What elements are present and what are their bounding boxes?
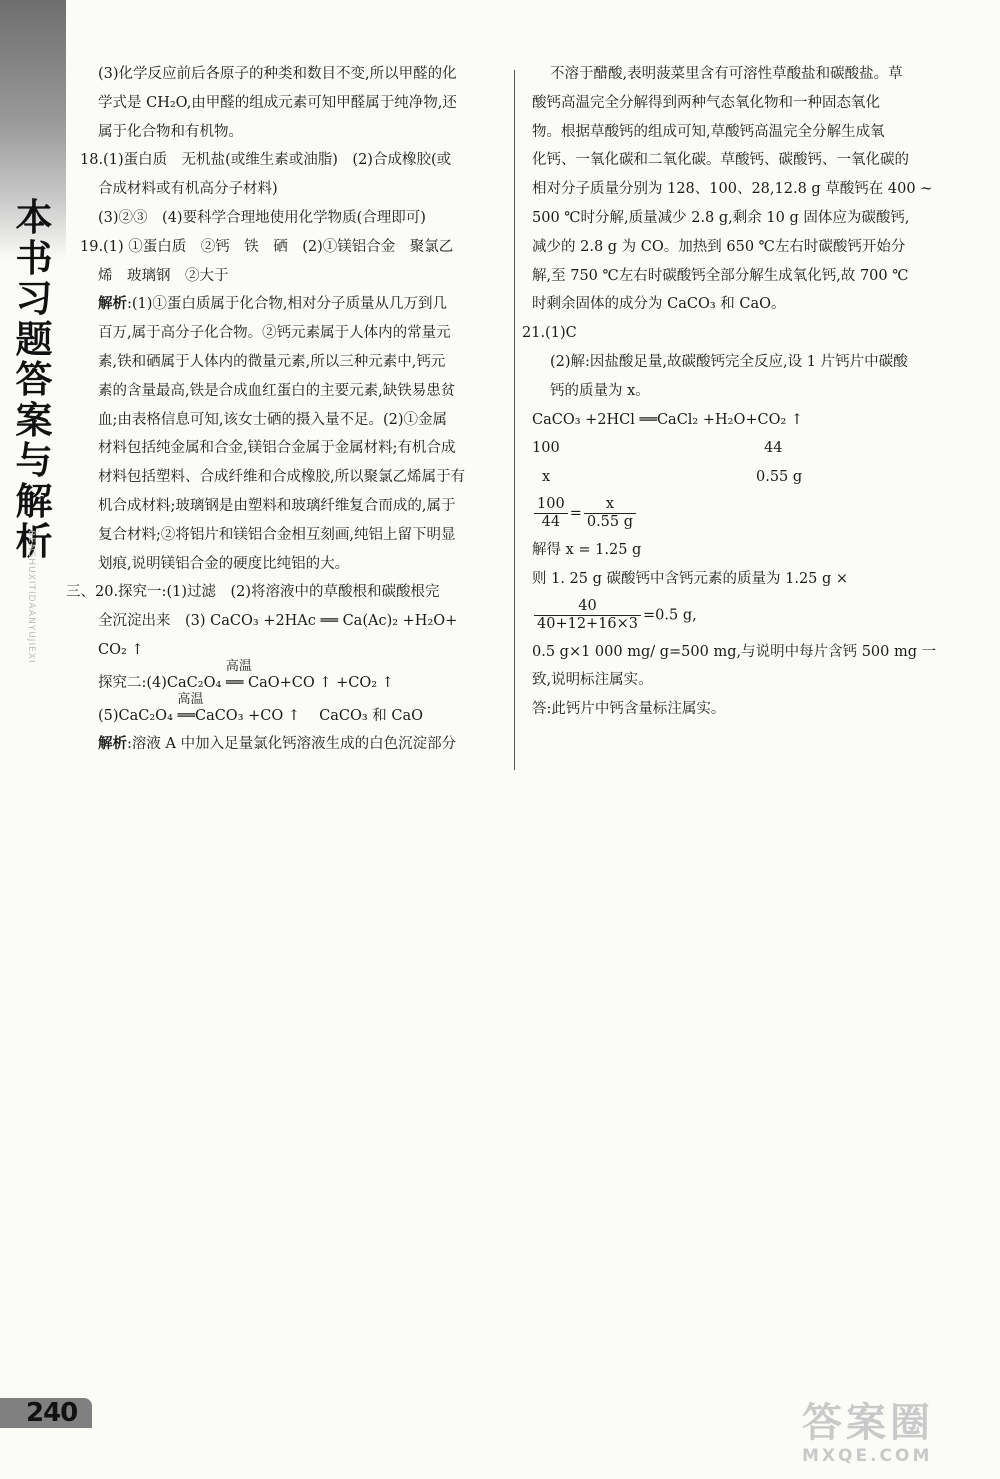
text-line: 解得 x = 1.25 g	[532, 541, 642, 558]
equation-line: 全沉淀出来 (3) CaCO₃ +2HAc ══ Ca(Ac)₂ +H₂O+	[98, 613, 458, 630]
text-line: 不溶于醋酸,表明菠菜里含有可溶性草酸盐和碳酸盐。草	[550, 66, 903, 82]
equals-bar: ══	[225, 674, 244, 691]
right-column	[522, 60, 960, 724]
denominator: 40+12+16×3	[537, 615, 639, 632]
text-line: 材料包括塑料、合成纤维和合成橡胶,所以聚氯乙烯属于有	[98, 469, 466, 486]
text-line: 减少的 2.8 g 为 CO。加热到 650 ℃左右时碳酸钙开始分	[532, 238, 906, 255]
analysis-line	[80, 290, 502, 319]
condition-label: 高温	[177, 691, 204, 707]
text-line: 时剩余固体的成分为 CaCO₃ 和 CaO。	[532, 296, 786, 313]
page-number-tab	[0, 1398, 92, 1428]
equation-line	[80, 658, 502, 698]
equation-products: CaO+CO ↑ +CO₂ ↑	[243, 674, 394, 691]
text-line: 复合材料;②将铝片和镁铝合金相互刻画,纯铝上留下明显	[98, 526, 456, 543]
equation-reactant: (5)CaC₂O₄	[98, 707, 178, 724]
text-line: 烯 玻璃钢 ②大于	[98, 267, 229, 284]
analysis-label: 解析	[98, 735, 127, 753]
text-line: 化钙、一氧化碳和二氧化碳。草酸钙、碳酸钙、一氧化碳的	[532, 152, 909, 169]
text-line: 则 1. 25 g 碳酸钙中含钙元素的质量为 1.25 g ×	[532, 570, 849, 587]
equals-sign: =	[569, 505, 582, 522]
ratio-value: 44	[764, 440, 783, 457]
reaction-condition	[177, 691, 204, 731]
text-line: 血;由表格信息可知,该女士硒的摄入量不足。(2)①金属	[98, 411, 448, 428]
text-line: 素,铁和硒属于人体内的微量元素,所以三种元素中,钙元	[98, 353, 446, 370]
numerator: 40	[534, 598, 641, 616]
proportion	[532, 492, 960, 536]
text-line: 划痕,说明镁铝合金的硬度比纯铝的大。	[98, 555, 350, 572]
text-line: (3)化学反应前后各原子的种类和数目不变,所以甲醛的化	[98, 66, 457, 82]
denominator: 44	[541, 513, 561, 530]
text-line: 0.5 g×1 000 mg/ g=500 mg,与说明中每片含钙 500 mg 一	[532, 643, 937, 660]
reaction-condition	[225, 658, 252, 698]
analysis-label: 解析	[98, 295, 127, 313]
watermark-title: 答案圈	[802, 1400, 934, 1446]
denominator: 0.55 g	[586, 513, 634, 530]
equals-bar: ══	[177, 707, 195, 724]
equation-line	[80, 691, 502, 731]
numerator: 100	[534, 496, 568, 514]
side-subtitle: BENSHUXITIDAANYUJIEXI	[26, 530, 36, 664]
side-title-char: 案	[15, 398, 53, 442]
fraction-line	[532, 594, 960, 638]
side-title-char: 与	[15, 439, 53, 482]
text-line: 百万,属于高分子化合物。②钙元素属于人体内的常量元	[98, 325, 451, 342]
text-line: 素的含量最高,铁是合成血红蛋白的主要元素,缺铁易患贫	[98, 382, 456, 399]
text-line: 材料包括纯金属和合金,镁铝合金属于金属材料;有机合成	[98, 440, 456, 457]
side-title-char: 答	[15, 358, 53, 401]
side-title-char: 题	[15, 317, 53, 361]
side-title-char: 析	[15, 520, 53, 563]
text-line: 机合成材料;玻璃钢是由塑料和玻璃纤维复合而成的,属于	[98, 497, 456, 514]
fraction-result: =0.5 g,	[643, 607, 697, 624]
column-divider	[514, 70, 515, 770]
text-line: 物。根据草酸钙的组成可知,草酸钙高温完全分解生成氧	[532, 123, 885, 140]
ratio-value: 0.55 g	[756, 469, 803, 486]
text-line: 酸钙高温完全分解得到两种气态氧化物和一种固态氧化	[532, 94, 880, 111]
text-line: 属于化合物和有机物。	[98, 123, 243, 140]
text-line: 致,说明标注属实。	[532, 672, 653, 689]
equation-reactant: 探究二:(4)CaC₂O₄	[98, 674, 226, 691]
fraction	[534, 598, 641, 633]
left-column	[66, 60, 502, 759]
side-title-char: 书	[15, 236, 53, 280]
question-21: 21.(1)C	[522, 325, 577, 342]
equation-products: CaCO₃ +CO ↑ CaCO₃ 和 CaO	[194, 707, 423, 724]
text-line: 学式是 CH₂O,由甲醛的组成元素可知甲醛属于纯净物,还	[98, 94, 457, 111]
page-number: 240	[26, 1398, 78, 1428]
condition-label: 高温	[225, 658, 252, 674]
analysis-text: :溶液 A 中加入足量氯化钙溶液生成的白色沉淀部分	[127, 736, 457, 753]
fraction	[534, 496, 568, 531]
question-18: 18.(1)蛋白质 无机盐(或维生素或油脂) (2)合成橡胶(或	[80, 152, 452, 169]
text-line: (2)解:因盐酸足量,故碳酸钙完全反应,设 1 片钙片中碳酸	[550, 353, 908, 370]
fraction	[584, 496, 636, 531]
analysis-text: :(1)①蛋白质属于化合物,相对分子质量从几万到几	[127, 296, 448, 313]
question-20: 三、20.探究一:(1)过滤 (2)将溶液中的草酸根和碳酸根完	[66, 584, 440, 601]
question-19: 19.(1) ①蛋白质 ②钙 铁 硒 (2)①镁铝合金 聚氯乙	[80, 238, 454, 255]
side-title-char: 解	[15, 479, 53, 523]
text-line: (3)②③ (4)要科学合理地使用化学物质(合理即可)	[98, 209, 426, 226]
analysis-line	[80, 730, 502, 759]
text-line: 相对分子质量分别为 128、100、28,12.8 g 草酸钙在 400 ~	[532, 181, 933, 198]
watermark-domain: MXQE.COM	[802, 1446, 933, 1466]
ratio-value: 100	[532, 440, 560, 457]
side-title-char: 本	[15, 196, 53, 239]
ratio-value: x	[542, 469, 551, 486]
text-line: 合成材料或有机高分子材料)	[98, 181, 278, 198]
equation-line: CO₂ ↑	[98, 641, 144, 658]
equation-line: CaCO₃ +2HCl ══CaCl₂ +H₂O+CO₂ ↑	[532, 411, 804, 428]
text-line: 解,至 750 ℃左右时碳酸钙全部分解生成氧化钙,故 700 ℃	[532, 267, 909, 284]
side-title-char: 习	[15, 277, 53, 320]
ratio-line	[532, 434, 960, 463]
text-line: 钙的质量为 x。	[550, 382, 650, 399]
text-line: 500 ℃时分解,质量减少 2.8 g,剩余 10 g 固体应为碳酸钙,	[532, 209, 910, 226]
book-side-title	[14, 198, 54, 563]
watermark-logo	[802, 1400, 972, 1466]
ratio-line	[532, 463, 960, 492]
answer-line: 答:此钙片中钙含量标注属实。	[532, 701, 726, 718]
numerator: x	[584, 496, 636, 514]
